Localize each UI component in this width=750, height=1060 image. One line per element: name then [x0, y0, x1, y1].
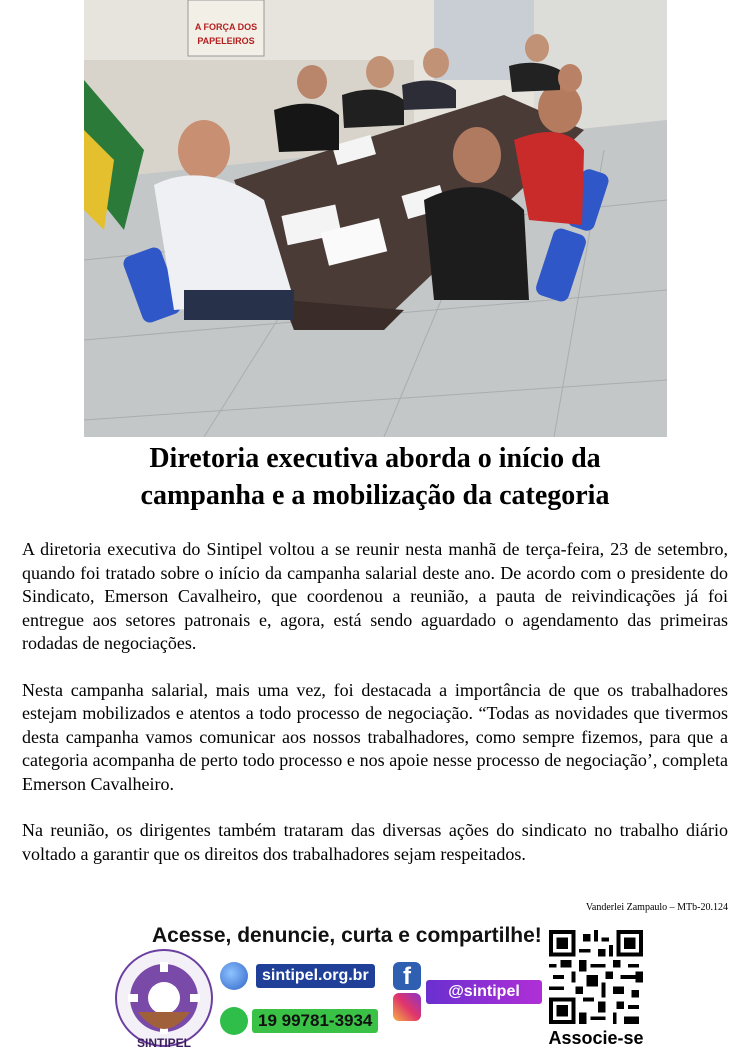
facebook-icon[interactable]: f — [393, 962, 421, 990]
logo-name: SINTIPEL — [136, 1036, 191, 1050]
website-link[interactable]: sintipel.org.br — [256, 964, 375, 988]
meeting-photo-illustration — [84, 0, 667, 437]
article-title-line-1: Diretoria executiva aborda o início da — [149, 443, 601, 474]
article-paragraph-2: Nesta campanha salarial, mais uma vez, foi destacada a importância de que os trabalhadores estejam mobilizados e atentos a todo processo de negociação. “Todas as novidades que tivermos desta campanha vamos comunicar aos nossos trabalhadores, como sempre fizemos, para que a categoria acompanha de perto todo processo e nos apoie nesse processo de negociação’, completa Emerson Cavalheiro. — [22, 679, 728, 794]
sign-line-1: A FORÇA DOS — [194, 22, 258, 32]
social-handle[interactable]: @sintipel — [426, 980, 542, 1004]
phone-number[interactable]: 19 99781-3934 — [252, 1009, 378, 1033]
article-title-line-2: campanha e a mobilização da categoria — [140, 480, 610, 511]
qr-code[interactable] — [549, 930, 643, 1024]
meeting-photo — [84, 0, 667, 437]
article-paragraph-1: A diretoria executiva do Sintipel voltou a se reunir nesta manhã de terça-feira, 23 de setembro, quando foi tratado sobre o início da campanha salarial deste ano. De acordo com o presidente do Sindicato, Emerson Cavalheiro, que coordenou a reunião, a pauta de reivindicações já foi entregue aos setores patronais e, agora, está sendo aguardado o agendamento das primeiras rodadas de negociações. — [22, 539, 728, 653]
whatsapp-icon — [220, 1007, 248, 1035]
footer-banner — [0, 918, 750, 1060]
author-credit: Vanderlei Zampaulo – MTb-20.124 — [585, 902, 728, 913]
footer-slogan: Acesse, denuncie, curta e compartilhe! — [152, 924, 542, 947]
article-paragraph-3: Na reunião, os dirigentes também trataram das diversas ações do sindicato no trabalho diário voltado a garantir que os direitos dos trabalhadores sejam respeitados. — [22, 820, 728, 864]
article-title — [60, 440, 690, 514]
instagram-icon[interactable] — [393, 993, 421, 1021]
globe-icon — [220, 962, 248, 990]
article-body — [22, 538, 728, 889]
associate-cta[interactable]: Associe-se — [548, 1028, 644, 1048]
sign-line-2: PAPELEIROS — [197, 36, 255, 46]
